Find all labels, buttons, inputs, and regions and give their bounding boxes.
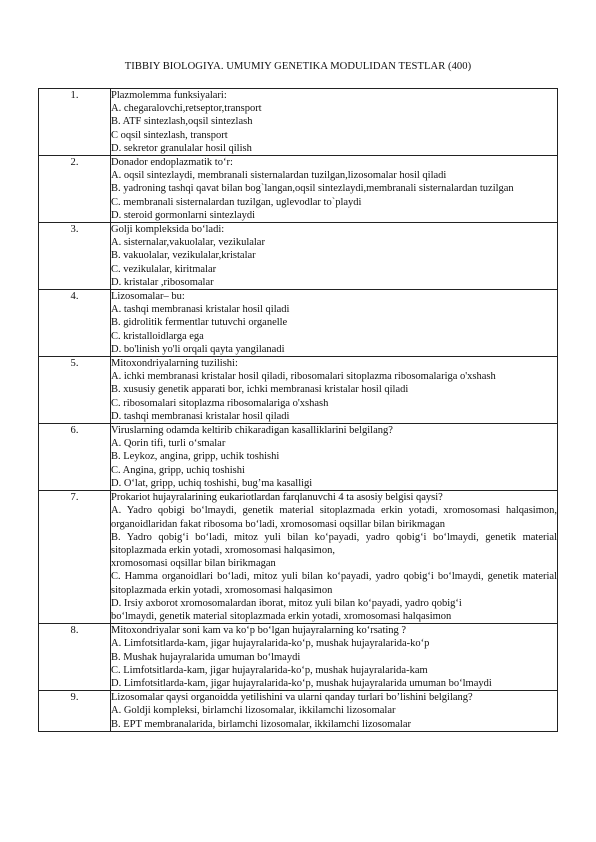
question-number: 2. <box>39 156 111 223</box>
answer-option: C oqsil sintezlash, transport <box>111 129 228 141</box>
answer-option: A. sisternalar,vakuolalar, vezikulalar <box>111 237 265 249</box>
question-text: Mitoxondriyalarning tuzilishi: <box>111 358 238 370</box>
question-content <box>111 624 558 691</box>
question-number: 4. <box>39 290 111 357</box>
answer-option: B. EPT membranalarida, birlamchi lizosomalar, ikkilamchi lizosomalar <box>111 718 412 730</box>
question-content <box>111 89 558 156</box>
answer-option: D. steroid gormonlarni sintezlaydi <box>111 209 256 221</box>
question-content <box>111 424 558 491</box>
answer-option: D. Limfotsitlarda-kam, jigar hujayralarida-ko‘p, mushak hujayralarida umuman bo‘lmaydi <box>111 677 492 689</box>
answer-option: B. vakuolalar, vezikulalar,kristalar <box>111 250 256 262</box>
question-number: 9. <box>39 691 111 732</box>
answer-option: A. ichki membranasi kristalar hosil qiladi, ribosomalari sitoplazma ribosomalariga o'xshash <box>111 371 496 383</box>
answer-option: B. Leykoz, angina, gripp, uchik toshishi <box>111 451 280 463</box>
page-title: TIBBIY BIOLOGIYA. UMUMIY GENETIKA MODULIDAN TESTLAR (400) <box>124 61 472 72</box>
answer-option: B. Mushak hujayralarida umuman bo‘lmaydi <box>111 651 301 663</box>
question-content <box>111 290 558 357</box>
question-number: 5. <box>39 357 111 424</box>
answer-option: D. sekretor granulalar hosil qilish <box>111 142 252 154</box>
question-content <box>111 357 558 424</box>
answer-option: C. Hamma organoidlari bo‘ladi, mitoz yuli bilan ko‘payadi, yadro qobig‘i bo‘lmaydi, genetik material sitoplazmada erkin yotadi, xromosomasi halqasimon <box>111 571 557 596</box>
question-row <box>39 223 558 290</box>
question-text: Lizosomalar qaysi organoidda yetilishini va ularni qanday turlari bo’lishini belgilang? <box>111 692 473 704</box>
question-row <box>39 424 558 491</box>
answer-option: C. Limfotsitlarda-kam, jigar hujayralarida-ko‘p, mushak hujayralarida-kam <box>111 664 428 676</box>
answer-option: C. membranali sisternalardan tuzilgan, uglevodlar to`playdi <box>111 196 362 208</box>
answer-option: C. Angina, gripp, uchiq toshishi <box>111 464 245 476</box>
answer-option: D. O‘lat, gripp, uchiq toshishi, bug’ma kasalligi <box>111 477 313 489</box>
questions-table-body <box>39 89 558 732</box>
answer-option: A. Limfotsitlarda-kam, jigar hujayralarida-ko‘p, mushak hujayralarida-ko‘p <box>111 638 430 650</box>
question-number: 6. <box>39 424 111 491</box>
question-text: Lizosomalar– bu: <box>111 291 185 303</box>
question-text: Donador endoplazmatik to‘r: <box>111 157 233 169</box>
answer-option: B. xususiy genetik apparati bor, ichki membranasi kristalar hosil qiladi <box>111 384 409 396</box>
answer-option: C. vezikulalar, kiritmalar <box>111 263 217 275</box>
answer-option: D. kristalar ,ribosomalar <box>111 276 214 288</box>
answer-option: A. tashqi membranasi kristalar hosil qiladi <box>111 304 290 316</box>
answer-option: A. Goldji kompleksi, birlamchi lizosomalar, ikkilamchi lizosomalar <box>111 705 396 717</box>
question-content <box>111 491 558 624</box>
answer-option: B. Yadro qobig‘i bo‘ladi, mitoz yuli bilan ko‘payadi, yadro qobig‘i bo‘lmaydi, genetik material sitoplazmada erkin yotadi, xromosomasi halqasimon, <box>111 531 557 556</box>
question-number: 7. <box>39 491 111 624</box>
question-content <box>111 156 558 223</box>
answer-option: D. bo'linish yo'li orqali qayta yangilanadi <box>111 343 285 355</box>
question-row <box>39 290 558 357</box>
answer-option: C. ribosomalari sitoplazma ribosomalariga o'xshash <box>111 397 329 409</box>
answer-option: D. tashqi membranasi kristalar hosil qiladi <box>111 410 290 422</box>
question-number: 3. <box>39 223 111 290</box>
answer-option: A. Qorin tifi, turli o‘smalar <box>111 438 226 450</box>
question-number: 1. <box>39 89 111 156</box>
question-row <box>39 691 558 732</box>
answer-option: B. gidrolitik fermentlar tutuvchi organelle <box>111 317 288 329</box>
answer-option: B. yadroning tashqi qavat bilan bog`langan,oqsil sintezlaydi,membranali sisternalardan tuzilgan <box>111 183 514 195</box>
answer-option: xromosomasi oqsillar bilan birikmagan <box>111 558 276 570</box>
question-text: Plazmolemma funksiyalari: <box>111 90 227 101</box>
questions-table <box>38 88 558 732</box>
question-row <box>39 357 558 424</box>
answer-option: B. ATF sintezlash,oqsil sintezlash <box>111 116 253 128</box>
question-row <box>39 89 558 156</box>
answer-option: bo‘lmaydi, genetik material sitoplazmada erkin yotadi, xromosomasi halqasimon <box>111 610 452 622</box>
answer-option: A. chegaralovchi,retseptor,transport <box>111 103 262 115</box>
question-text: Viruslarning odamda keltirib chikaradigan kasalliklarini belgilang? <box>111 425 393 437</box>
question-content <box>111 223 558 290</box>
answer-option: D. Irsiy axborot xromosomalardan iborat, mitoz yuli bilan ko‘payadi, yadro qobig‘i <box>111 597 462 609</box>
answer-option: A. oqsil sintezlaydi, membranali sisternalardan tuzilgan,lizosomalar hosil qiladi <box>111 170 447 182</box>
question-number: 8. <box>39 624 111 691</box>
question-row <box>39 156 558 223</box>
question-text: Golji kompleksida bo‘ladi: <box>111 224 225 236</box>
answer-option: A. Yadro qobigi bo‘lmaydi, genetik material sitoplazmada erkin yotadi, xromosomasi halqasimon, organoidlaridan fakat ribosoma bo‘ladi, xromosomasi oqsillar bilan birikmagan <box>111 505 557 530</box>
question-content <box>111 691 558 732</box>
question-text: Prokariot hujayralarining eukariotlardan farqlanuvchi 4 ta asosiy belgisi qaysi? <box>111 492 443 504</box>
question-row <box>39 491 558 624</box>
question-text: Mitoxondriyalar soni kam va ko‘p bo‘lgan hujayralarning ko‘rsating ? <box>111 625 407 637</box>
answer-option: C. kristalloidlarga ega <box>111 330 204 342</box>
question-row <box>39 624 558 691</box>
